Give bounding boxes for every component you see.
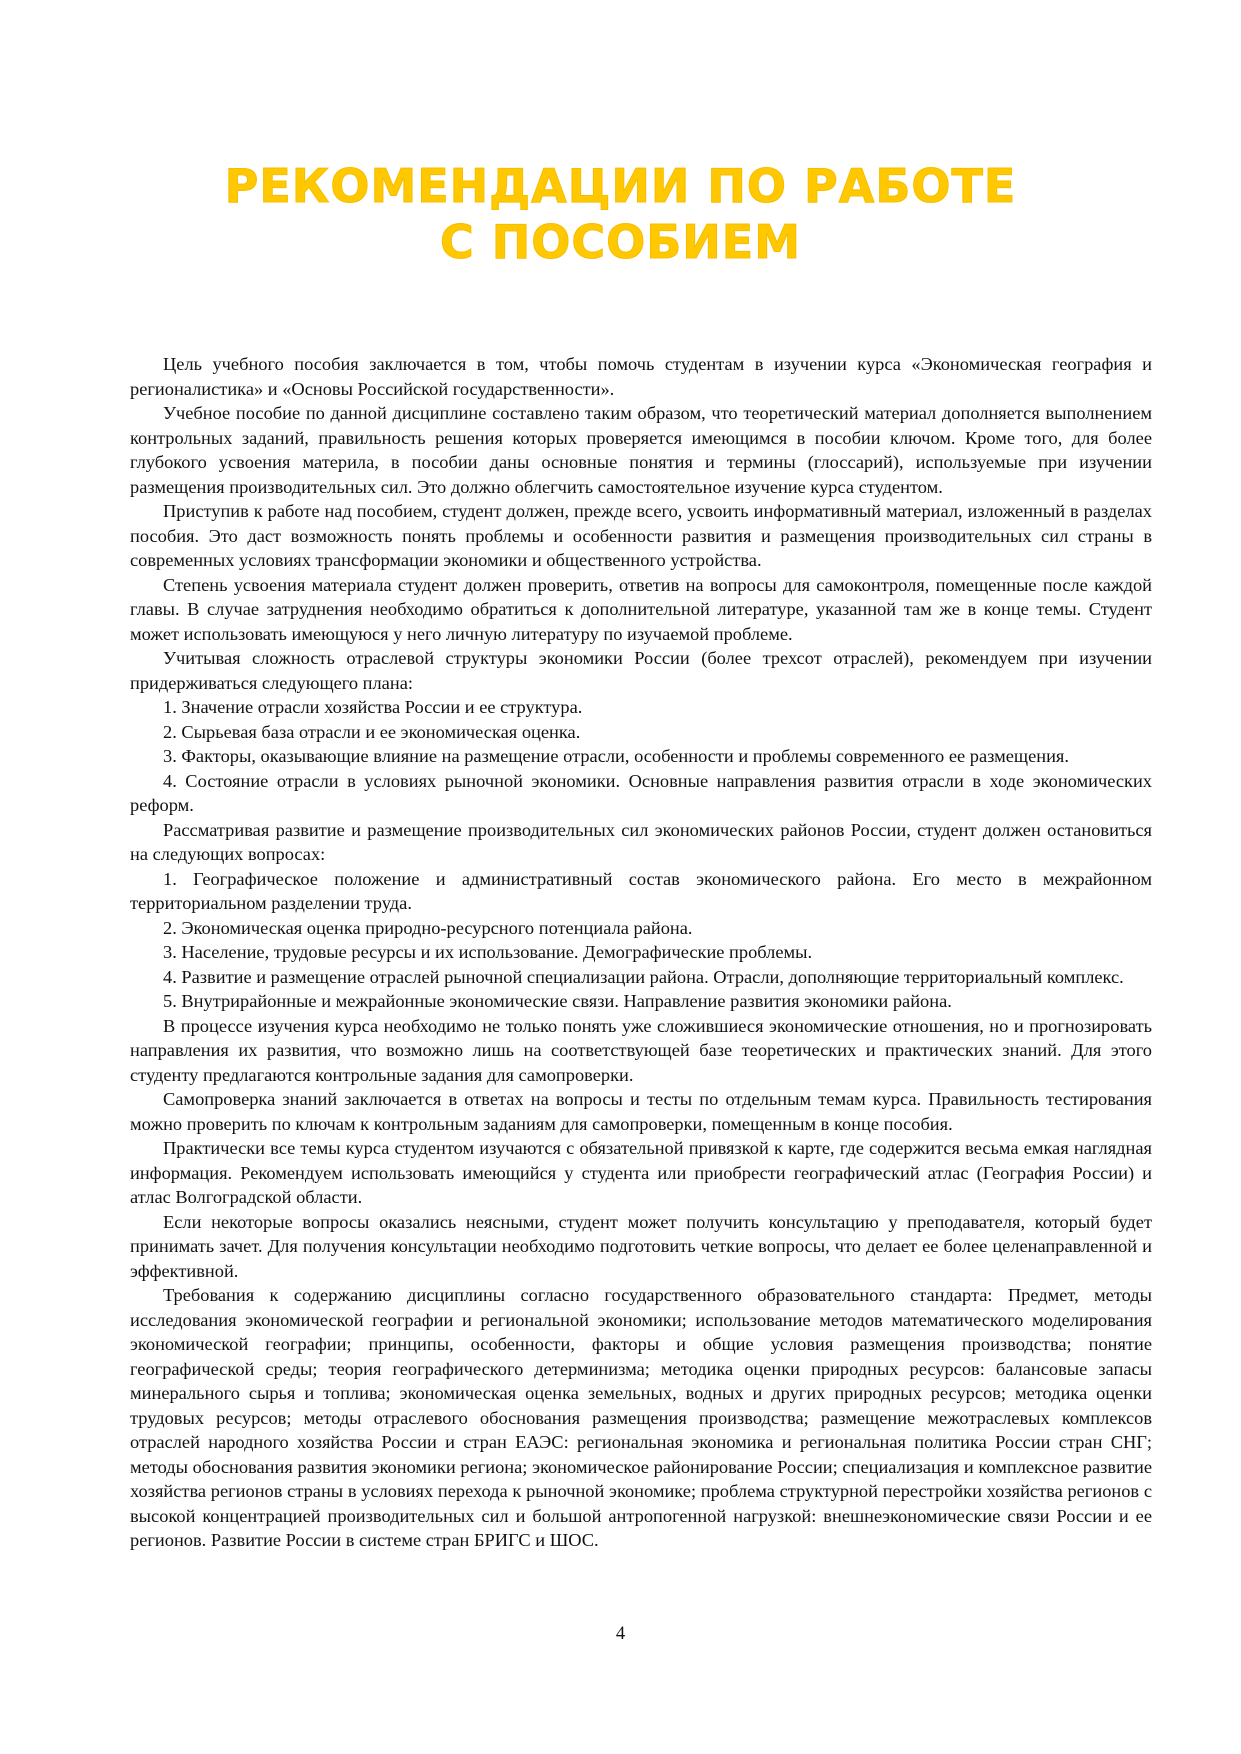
- page-number: 4: [615, 1624, 626, 1644]
- paragraph: Рассматривая развитие и размещение производительных сил экономических районов России, студент должен остановиться на следующих вопросах:: [130, 819, 1152, 864]
- list-item: 1. Значение отрасли хозяйства России и ее структура.: [163, 697, 583, 717]
- paragraph: Учитывая сложность отраслевой структуры экономики России (более трехсот отраслей), рекомендуем при изучении придерживаться следующего плана:: [130, 648, 1152, 693]
- paragraph: Требования к содержанию дисциплины согласно государственного образовательного стандарта: Предмет, методы исследования экономической географии и региональной экономики; использование методов математического моделирования экономической географии; принципы, особенности, факторы и общие условия размещения производства; понятие географической среды; теория географического детерминизма; методика оценки природных ресурсов: балансовые запасы минерального сырья и топлива; экономическая оценка земельных, водных и других природных ресурсов; методика оценки трудовых ресурсов; методы отраслевого обоснования размещения производства; размещение межотраслевых комплексов отраслей народного хозяйства России и стран ЕАЭС: региональная экономика и региональная политика России стран СНГ; методы обоснования развития экономики региона; экономическое районирование России; специализация и комплексное развитие хозяйства регионов страны в условиях перехода к рыночной экономике; проблема структурной перестройки хозяйства регионов с высокой концентрацией производительных сил и большой антропогенной нагрузкой: внешнеэкономические связи России и ее регионов. Развитие России в системе стран БРИГС и ШОС.: [130, 1285, 1152, 1550]
- paragraph: В процессе изучения курса необходимо не только понять уже сложившиеся экономические отношения, но и прогнозировать направления их развития, что возможно лишь на соответствующей базе теоретических и практических знаний. Для этого студенту предлагаются контрольные задания для самопроверки.: [130, 1015, 1152, 1085]
- paragraph: Практически все темы курса студентом изучаются с обязательной привязкой к карте, где содержится весьма емкая наглядная информация. Рекомендуем использовать имеющийся у студента или приобрести географический атлас (География России) и атлас Волгоградской области.: [130, 1138, 1152, 1207]
- title-line-1: РЕКОМЕНДАЦИИ ПО РАБОТЕ: [224, 159, 1017, 213]
- list-item: 2. Сырьевая база отрасли и ее экономическая оценка.: [163, 721, 581, 742]
- list-item: 4. Развитие и размещение отраслей рыночной специализации района. Отрасли, дополняющие территориальный комплекс.: [163, 966, 1124, 987]
- title-line-2: С ПОСОБИЕМ: [440, 215, 801, 269]
- list-item: 4. Состояние отрасли в условиях рыночной экономики. Основные направления развития отрасли в ходе экономических реформ.: [130, 770, 1152, 815]
- paragraph: Цель учебного пособия заключается в том, чтобы помочь студентам в изучении курса «Экономическая география и регионалистика» и «Основы Российской государственности».: [130, 354, 1152, 399]
- paragraph: Степень усвоения материала студент должен проверить, ответив на вопросы для самоконтроля, помещенные после каждой главы. В случае затруднения необходимо обратиться к дополнительной литературе, указанной там же в конце темы. Студент может использовать имеющуюся у него личную литературу по изучаемой проблеме.: [130, 574, 1152, 644]
- list-item: 3. Факторы, оказывающие влияние на размещение отрасли, особенности и проблемы современного ее размещения.: [163, 746, 1069, 766]
- paragraph: Если некоторые вопросы оказались неясными, студент может получить консультацию у преподавателя, который будет принимать зачет. Для получения консультации необходимо подготовить четкие вопросы, что делает ее более целенаправленной и эффективной.: [130, 1211, 1152, 1281]
- list-item: 1. Географическое положение и административный состав экономического района. Его место в межрайонном территориальном разделении труда.: [130, 868, 1152, 913]
- paragraph: Приступив к работе над пособием, студент должен, прежде всего, усвоить информативный материал, изложенный в разделах пособия. Это даст возможность понять проблемы и особенности развития и размещения производительных сил страны в современных условиях трансформации экономики и общественного устройства.: [130, 501, 1152, 570]
- list-item: 5. Внутрирайонные и межрайонные экономические связи. Направление развития экономики района.: [163, 991, 952, 1011]
- page-title: [0, 158, 1241, 270]
- list-item: 3. Население, трудовые ресурсы и их использование. Демографические проблемы.: [163, 942, 813, 962]
- list-item: 2. Экономическая оценка природно-ресурсного потенциала района.: [163, 917, 693, 938]
- body-text: [130, 352, 1152, 1553]
- paragraph: Учебное пособие по данной дисциплине составлено таким образом, что теоретический материал дополняется выполнением контрольных заданий, правильность решения которых проверяется имеющимся в пособии ключом. Кроме того, для более глубокого усвоения материла, в пособии даны основные понятия и термины (глоссарий), используемые при изучении размещения производительных сил. Это должно облегчить самостоятельное изучение курса студентом.: [130, 403, 1152, 497]
- paragraph: Самопроверка знаний заключается в ответах на вопросы и тесты по отдельным темам курса. Правильность тестирования можно проверить по ключам к контрольным заданиям для самопроверки, помещенным в конце пособия.: [130, 1089, 1152, 1134]
